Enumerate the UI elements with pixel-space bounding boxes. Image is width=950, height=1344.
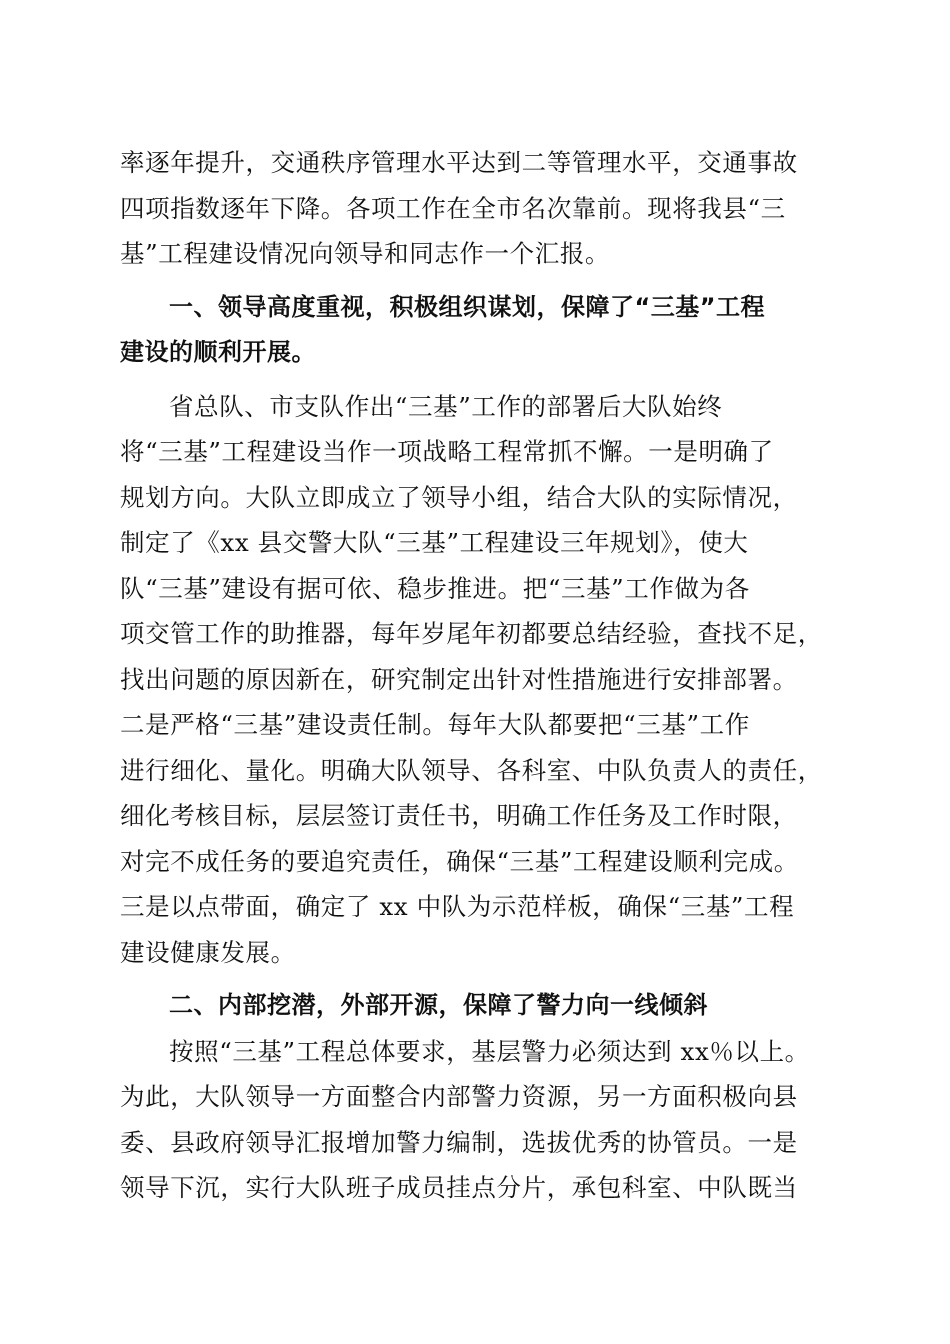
text-line: 省总队、市支队作出“三基”工作的部署后大队始终	[169, 391, 723, 421]
text-line: 规划方向。大队立即成立了领导小组，结合大队的实际情况，	[120, 482, 798, 512]
heading-line: 一、领导高度重视，积极组织谋划，保障了“三基”工程	[169, 292, 766, 321]
text-line: 进行细化、量化。明确大队领导、各科室、中队负责人的责任，	[120, 755, 823, 785]
text-line: 四项指数逐年下降。各项工作在全市名次靠前。现将我县“三	[120, 193, 786, 223]
text-line: 对完不成任务的要追究责任，确保“三基”工程建设顺利完成。	[120, 846, 799, 876]
heading-line: 建设的顺利开展。	[120, 338, 316, 366]
text-line: 细化考核目标，层层签订责任书，明确工作任务及工作时限，	[120, 801, 798, 830]
text-line: 基”工程建设情况向领导和同志作一个汇报。	[120, 239, 611, 268]
text-line: 制定了《xx 县交警大队“三基”工程建设三年规划》，使大	[120, 528, 749, 557]
text-line: 将“三基”工程建设当作一项战略工程常抓不懈。一是明确了	[120, 437, 774, 466]
text-line: 建设健康发展。	[120, 937, 296, 967]
document-body	[120, 140, 832, 1211]
text-line: 委、县政府领导汇报增加警力编制，选拔优秀的协管员。一是	[120, 1127, 798, 1157]
text-line: 三是以点带面，确定了 xx 中队为示范样板，确保“三基”工程	[120, 892, 795, 921]
section-1-heading	[120, 285, 832, 376]
text-line: 按照“三基”工程总体要求，基层警力必须达到 xx％以上。	[169, 1036, 810, 1066]
text-line: 领导下沉，实行大队班子成员挂点分片，承包科室、中队既当	[120, 1173, 798, 1202]
intro-paragraph	[120, 140, 832, 277]
section-2-heading	[120, 983, 832, 1029]
section-2-paragraph	[120, 1029, 832, 1211]
text-line: 找出问题的原因新在，研究制定出针对性措施进行安排部署。	[120, 664, 798, 694]
text-line: 队“三基”建设有据可依、稳步推进。把“三基”工作做为各	[120, 573, 750, 603]
text-line: 项交管工作的助推器，每年岁尾年初都要总结经验，查找不足，	[120, 619, 823, 648]
section-1-paragraph	[120, 384, 832, 976]
heading-line: 二、内部挖潜，外部开源，保障了警力向一线倾斜	[169, 991, 708, 1019]
text-line: 二是严格“三基”建设责任制。每年大队都要把“三基”工作	[120, 710, 750, 739]
text-line: 率逐年提升，交通秩序管理水平达到二等管理水平，交通事故	[120, 148, 798, 177]
text-line: 为此，大队领导一方面整合内部警力资源，另一方面积极向县	[120, 1082, 798, 1111]
